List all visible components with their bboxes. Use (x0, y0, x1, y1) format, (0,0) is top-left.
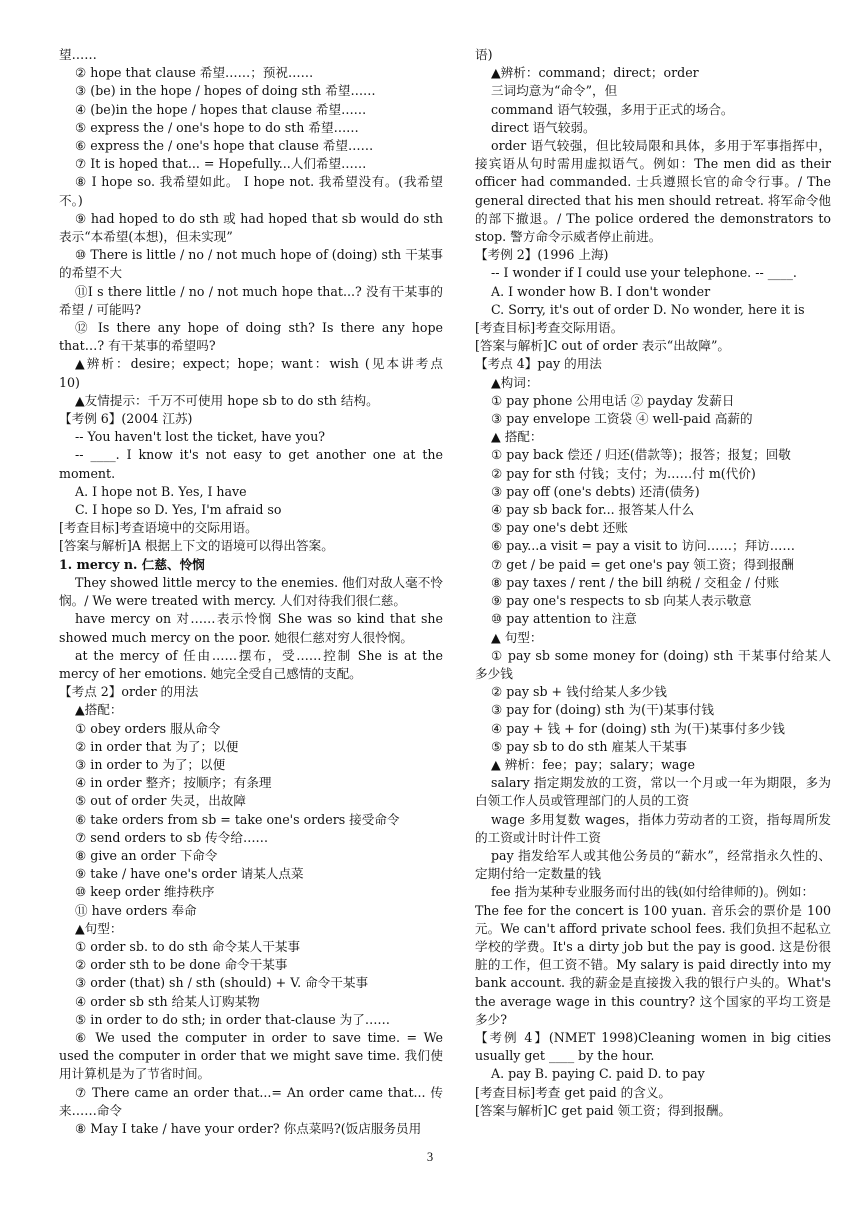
left-column-line: ⑤ express the / one's hope to do sth 希望…… (75, 119, 359, 135)
left-column-line: ⑪ have orders 奉命 (75, 902, 197, 918)
right-column-line: ⑨ pay one's respects to sb 向某人表示敬意 (491, 593, 752, 609)
left-column-line: ▲句型： (75, 920, 123, 936)
right-column-line: ▲ 搭配： (491, 429, 543, 445)
left-column-line: ③ in order to 为了；以便 (75, 756, 226, 772)
left-column-line: ⑥ We used the computer in order to save time. = We used the computer in order that we might save time. 我们使用计算机是为了节省时间。 (59, 1029, 443, 1082)
left-column-line: ③ (be) in the hope / hopes of doing sth 希望…… (75, 83, 376, 99)
right-column-line: [考查目标]考查交际用语。 (475, 320, 624, 336)
left-column-line: ⑦ There came an order that...= An order came that... 传来……命令 (59, 1084, 443, 1118)
left-column-line: ④ order sb sth 给某人订购某物 (75, 993, 260, 1009)
left-column-line: ⑥ express the / one's hope that clause 希望…… (75, 138, 374, 154)
right-column-line: pay 指发给军人或其他公务员的“薪水”，经常指永久性的、定期付给一定数量的钱 (475, 847, 831, 882)
right-column-line: 【考点 4】pay 的用法 (475, 356, 602, 372)
right-column-line: salary 指定期发放的工资，常以一个月或一年为期限，多为白领工作人员或管理部门的人员的工资 (475, 775, 831, 809)
right-column-line: ⑤ pay sb to do sth 雇某人干某事 (491, 738, 688, 754)
right-column-line: -- I wonder if I could use your telephone. -- ____. (491, 265, 797, 281)
right-column-line: ⑦ get / be paid = get one's pay 领工资；得到报酬 (491, 556, 794, 572)
left-column-line: ⑤ in order to do sth; in order that-clause 为了…… (75, 1011, 391, 1027)
right-column-line: [答案与解析]C get paid 领工资；得到报酬。 (475, 1102, 732, 1118)
left-column-line: have mercy on 对……表示怜悯 She was so kind that she showed much mercy on the poor. 她很仁慈对穷人很怜悯。 (59, 611, 443, 645)
right-column-line: ① pay back 偿还 / 归还(借款等)；报答；报复；回敬 (491, 447, 791, 463)
left-column-line: ⑧ give an order 下命令 (75, 847, 218, 863)
left-column-line: ▲友情提示：千万不可使用 hope sb to do sth 结构。 (75, 392, 379, 408)
right-column-line: direct 语气较弱。 (491, 119, 596, 135)
right-column-line: ⑥ pay...a visit = pay a visit to 访问……；拜访…… (491, 538, 795, 554)
left-column-line: ④ (be)in the hope / hopes that clause 希望…… (75, 101, 367, 117)
page-number: 3 (426, 1150, 434, 1164)
right-column-line: fee 指为某种专业服务而付出的钱(如付给律师的)。例如： (491, 884, 815, 900)
right-column-line: ▲ 句型： (491, 629, 543, 645)
right-column-line: C. Sorry, it's out of order D. No wonder, here it is (491, 301, 805, 317)
right-column-line: ③ pay envelope 工资袋 ④ well-paid 高薪的 (491, 411, 753, 427)
right-column-line: 【考例 4】(NMET 1998)Cleaning women in big cities usually get ____ by the hour. (475, 1029, 831, 1064)
right-column-line: 【考例 2】(1996 上海) (475, 247, 609, 263)
right-column-line: ▲构词： (491, 374, 539, 390)
right-column-line: ⑩ pay attention to 注意 (491, 611, 637, 627)
right-column-line: 三词均意为“命令”，但 (491, 83, 618, 99)
right-column-line: ⑤ pay one's debt 还账 (491, 520, 628, 536)
right-column-line: The fee for the concert is 100 yuan. 音乐会的票价是 100 元。We can't afford private school fees. 我们负担不起私立学校的学费。It's a dirty job but the pay is good. 这是份很脏的工作，但工资不错。My salary is paid directly into my bank account. 我的薪金是直接拨入我的银行户头的。What's the average wage in this country? 这个国家的平均工资是多少? (475, 902, 831, 1027)
left-column-line: ⑦ send orders to sb 传令给…… (75, 829, 269, 845)
right-column-line: ③ pay off (one's debts) 还清(债务) (491, 483, 700, 499)
right-column-line: ▲ 辨析：fee；pay；salary；wage (491, 756, 695, 772)
right-column-line: ② pay sb + 钱付给某人多少钱 (491, 684, 667, 700)
left-column-line: ▲辨析：desire；expect；hope；want：wish (见本讲考点 10) (59, 356, 443, 390)
left-column-line: ⑦ It is hoped that... = Hopefully...人们希望…… (75, 156, 367, 172)
left-column-line: 1. mercy n. 仁慈、怜悯 (59, 556, 205, 572)
right-column-line: ② pay for sth 付钱；支付；为……付 m(代价) (491, 465, 756, 481)
left-column-line: 【考例 6】(2004 江苏) (59, 411, 193, 427)
left-column-line: ⑪I s there little / no / not much hope that...? 没有干某事的希望 / 可能吗? (59, 283, 443, 317)
right-column-line: [答案与解析]C out of order 表示“出故障”。 (475, 338, 731, 354)
left-column (59, 46, 443, 1138)
right-column-line: order 语气较强，但比较局限和具体，多用于军事指挥中，接宾语从句时需用虚拟语气。例如：The men did as their officer had commanded. 士兵遵照长官的命令行事。/ The general directed that his men should retreat. 将军命令他的部下撤退。/ The police ordered the demonstrators to stop. 警方命令示威者停止前进。 (475, 138, 831, 245)
left-column-line: ⑧ May I take / have your order? 你点菜吗?(饭店服务员用 (75, 1120, 422, 1136)
right-column-line: ▲辨析：command；direct；order (491, 65, 699, 81)
left-column-line: ② hope that clause 希望……；预祝…… (75, 65, 314, 81)
left-column-line: ⑤ out of order 失灵，出故障 (75, 793, 246, 809)
left-column-line: ▲搭配： (75, 702, 123, 718)
left-column-line: ⑨ had hoped to do sth 或 had hoped that sb would do sth 表示“本希望(本想)，但未实现” (59, 210, 443, 245)
left-column-line: 望…… (59, 47, 97, 62)
right-column-line: ④ pay sb back for... 报答某人什么 (491, 502, 695, 518)
right-column-line: ④ pay + 钱 + for (doing) sth 为(干)某事付多少钱 (491, 720, 785, 736)
right-column-line: [考查目标]考查 get paid 的含义。 (475, 1084, 672, 1100)
left-column-line: ⑩ There is little / no / not much hope of (doing) sth 干某事的希望不大 (59, 247, 443, 281)
left-column-line: They showed little mercy to the enemies. 他们对敌人毫不怜悯。/ We were treated with mercy. 人们对待我们很仁慈。 (59, 574, 443, 609)
right-column-line: command 语气较强，多用于正式的场合。 (491, 101, 734, 117)
left-column-line: ⑥ take orders from sb = take one's orders 接受命令 (75, 811, 400, 827)
left-column-line: -- ____. I know it's not easy to get another one at the moment. (59, 447, 443, 481)
left-column-line: ⑩ keep order 维持秩序 (75, 884, 215, 900)
left-column-line: C. I hope so D. Yes, I'm afraid so (75, 502, 282, 518)
right-column (475, 46, 831, 1120)
right-column-line: A. pay B. paying C. paid D. to pay (491, 1066, 705, 1082)
left-column-line: [考查目标]考查语境中的交际用语。 (59, 520, 258, 536)
right-column-line: 语) (475, 47, 493, 62)
left-column-line: ② order sth to be done 命令干某事 (75, 957, 288, 973)
left-column-line: -- You haven't lost the ticket, have you? (75, 429, 326, 445)
left-column-line: [答案与解析]A 根据上下文的语境可以得出答案。 (59, 538, 334, 554)
left-column-line: ⑨ take / have one's order 请某人点菜 (75, 866, 304, 882)
left-column-line: ① order sb. to do sth 命令某人干某事 (75, 938, 301, 954)
left-column-line: ① obey orders 服从命令 (75, 720, 221, 736)
right-column-line: ① pay sb some money for (doing) sth 干某事付给某人多少钱 (475, 647, 831, 681)
left-column-line: ③ order (that) sh / sth (should) + V. 命令干某事 (75, 975, 369, 991)
left-column-line: A. I hope not B. Yes, I have (75, 483, 247, 499)
right-column-line: ⑧ pay taxes / rent / the bill 纳税 / 交租金 / 付账 (491, 574, 780, 590)
left-column-line: ④ in order 整齐；按顺序；有条理 (75, 775, 272, 791)
right-column-line: A. I wonder how B. I don't wonder (491, 283, 711, 299)
left-column-line: ⑧ I hope so. 我希望如此。 I hope not. 我希望没有。(我希望不。) (59, 174, 443, 208)
left-column-line: at the mercy of 任由……摆布，受……控制 She is at the mercy of her emotions. 她完全受自己感情的支配。 (59, 647, 443, 681)
left-column-line: ② in order that 为了；以便 (75, 738, 239, 754)
left-column-line: 【考点 2】order 的用法 (59, 684, 199, 700)
right-column-line: ① pay phone 公用电话 ② payday 发薪日 (491, 392, 735, 408)
left-column-line: ⑫ Is there any hope of doing sth? Is there any hope that…? 有干某事的希望吗? (59, 320, 443, 354)
right-column-line: wage 多用复数 wages，指体力劳动者的工资，指每周所发的工资或计时计件工资 (475, 811, 831, 845)
right-column-line: ③ pay for (doing) sth 为(干)某事付钱 (491, 702, 714, 718)
